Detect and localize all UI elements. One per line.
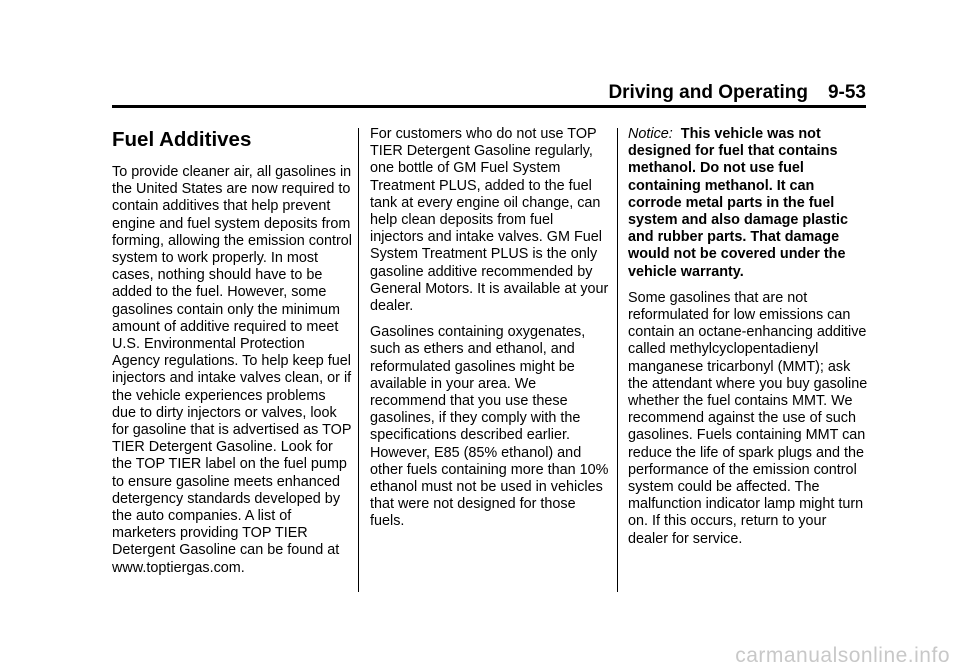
- column-2: [370, 126, 610, 540]
- column-divider: [617, 128, 618, 592]
- section-title-header: Driving and Operating: [608, 82, 808, 103]
- paragraph: To provide cleaner air, all gasolines in the United States are now required to contain additives that help prevent engine and fuel system deposits from forming, allowing the emission control system to work properly. In most cases, nothing should have to be added to the fuel. However, some gasolines contain only the minimum amount of additive required to meet U.S. Environmental Protection Agency regulations. To help keep fuel injectors and intake valves clean, or if the vehicle experiences problems due to dirty injectors or valves, look for gasoline that is advertised as TOP TIER Detergent Gasoline. Look for the TOP TIER label on the fuel pump to ensure gasoline meets enhanced detergency standards developed by the auto companies. A list of marketers providing TOP TIER Detergent Gasoline can be found at www.toptiergas.com.: [112, 164, 352, 576]
- paragraph: Some gasolines that are not reformulated for low emissions can contain an octane-enhancing additive called methylcyclopentadienyl manganese tricarbonyl (MMT); ask the attendant where you buy gasoline whether the fuel contains MMT. We recommend against the use of such gasolines. Fuels containing MMT can reduce the life of spark plugs and the performance of the emission control system could be affected. The malfunction indicator lamp might turn on. If this occurs, return to your dealer for service.: [628, 289, 868, 547]
- page-header: [608, 82, 866, 104]
- paragraph: Gasolines containing oxygenates, such as ethers and ethanol, and reformulated gasolines might be available in your area. We recommend that you use these gasolines, if they comply with the specifications described earlier. However, E85 (85% ethanol) and other fuels containing more than 10% ethanol must not be used in vehicles that were not designed for those fuels.: [370, 324, 609, 530]
- section-heading: Fuel Additives: [112, 128, 252, 151]
- header-rule: [112, 105, 866, 108]
- column-3: [628, 126, 868, 557]
- page-number: 9-53: [827, 82, 866, 103]
- column-divider: [358, 128, 359, 592]
- notice-label: Notice:: [628, 126, 673, 142]
- watermark: carmanualsonline.info: [735, 644, 950, 667]
- notice-text: This vehicle was not designed for fuel that contains methanol. Do not use fuel containing methanol. It can corrode metal parts in the fuel system and also damage plastic and rubber parts. That damage would not be covered under the vehicle warranty.: [628, 126, 848, 280]
- notice-block: [628, 126, 868, 281]
- paragraph: For customers who do not use TOP TIER Detergent Gasoline regularly, one bottle of GM Fuel System Treatment PLUS, added to the fuel tank at every engine oil change, can help clean deposits from fuel injectors and intake valves. GM Fuel System Treatment PLUS is the only gasoline additive recommended by General Motors. It is available at your dealer.: [370, 126, 609, 315]
- column-1: [112, 126, 352, 586]
